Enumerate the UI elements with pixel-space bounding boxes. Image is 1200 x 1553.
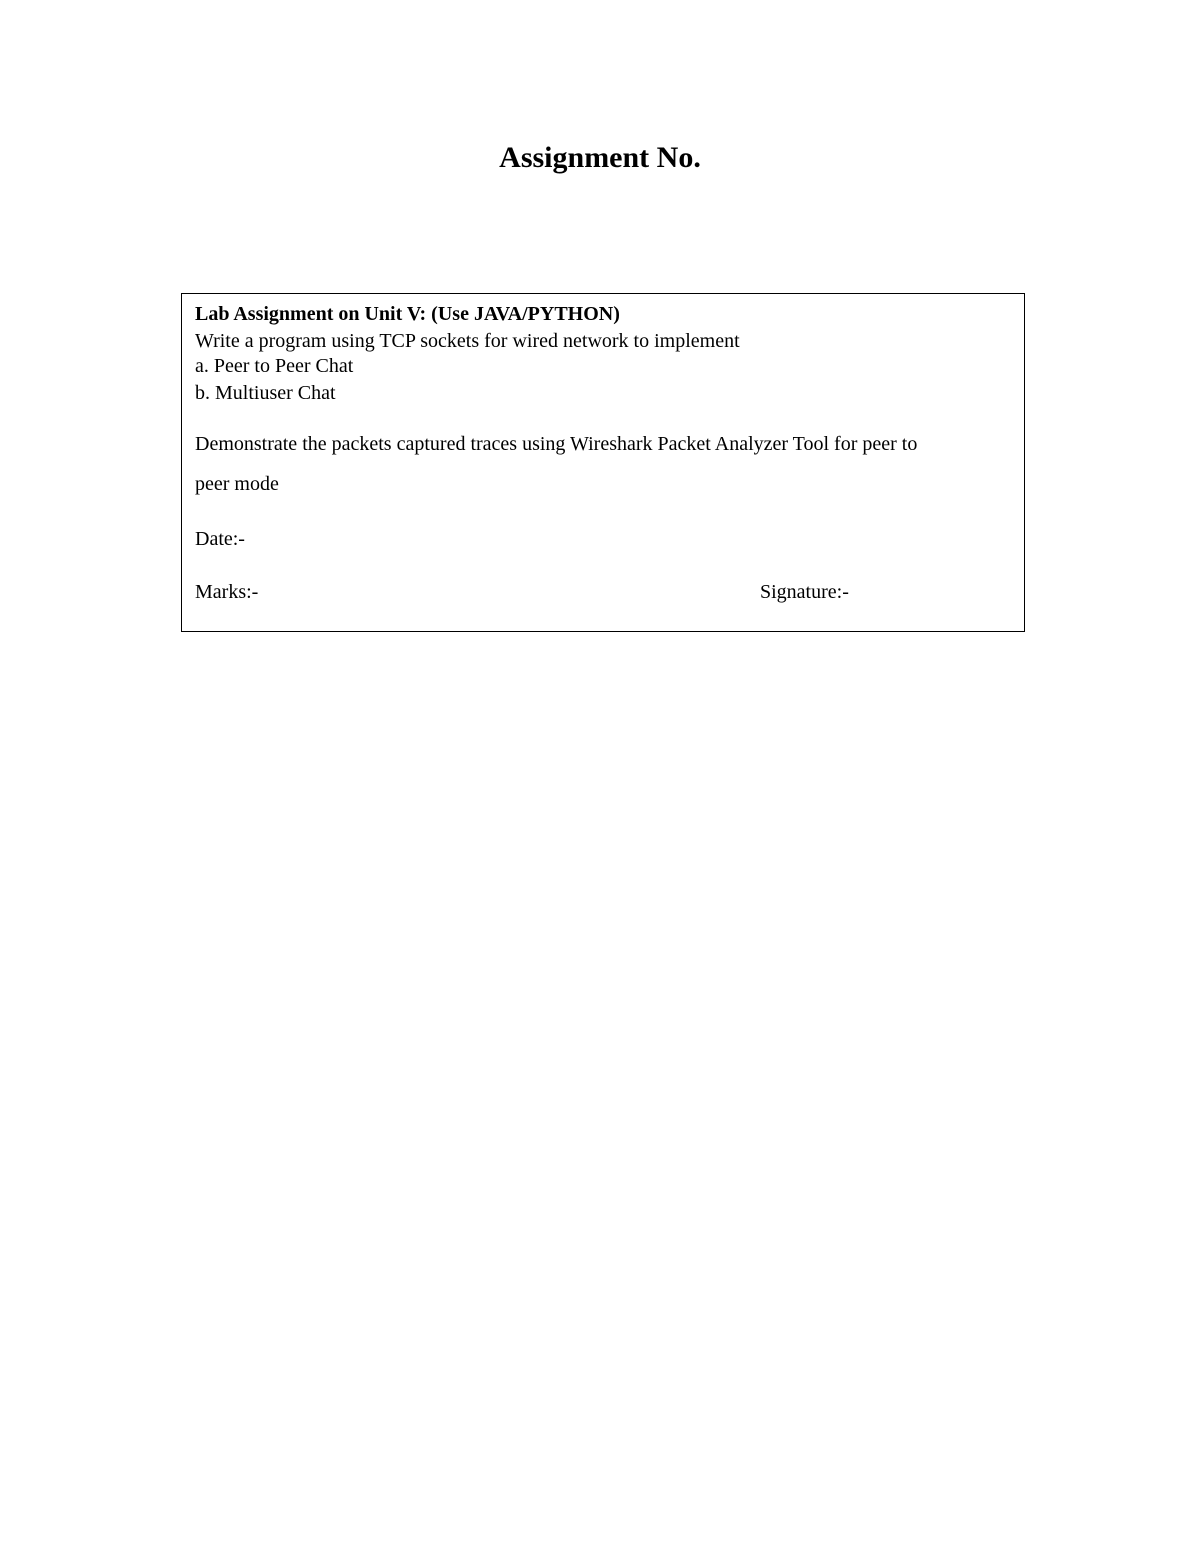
task-item-multiuser-chat: b. Multiuser Chat (195, 382, 336, 404)
signature-label: Signature:- (760, 581, 849, 603)
task-description: Write a program using TCP sockets for wired network to implement (195, 330, 740, 352)
page-title: Assignment No. (499, 141, 701, 174)
marks-label: Marks:- (195, 581, 259, 603)
demonstrate-line-1: Demonstrate the packets captured traces using Wireshark Packet Analyzer Tool for peer to (195, 433, 918, 455)
assignment-heading: Lab Assignment on Unit V: (Use JAVA/PYTHON) (195, 303, 620, 325)
date-label: Date:- (195, 528, 245, 550)
demonstrate-line-2: peer mode (195, 473, 279, 495)
task-item-peer-chat: a. Peer to Peer Chat (195, 355, 354, 377)
assignment-box (181, 293, 1025, 632)
